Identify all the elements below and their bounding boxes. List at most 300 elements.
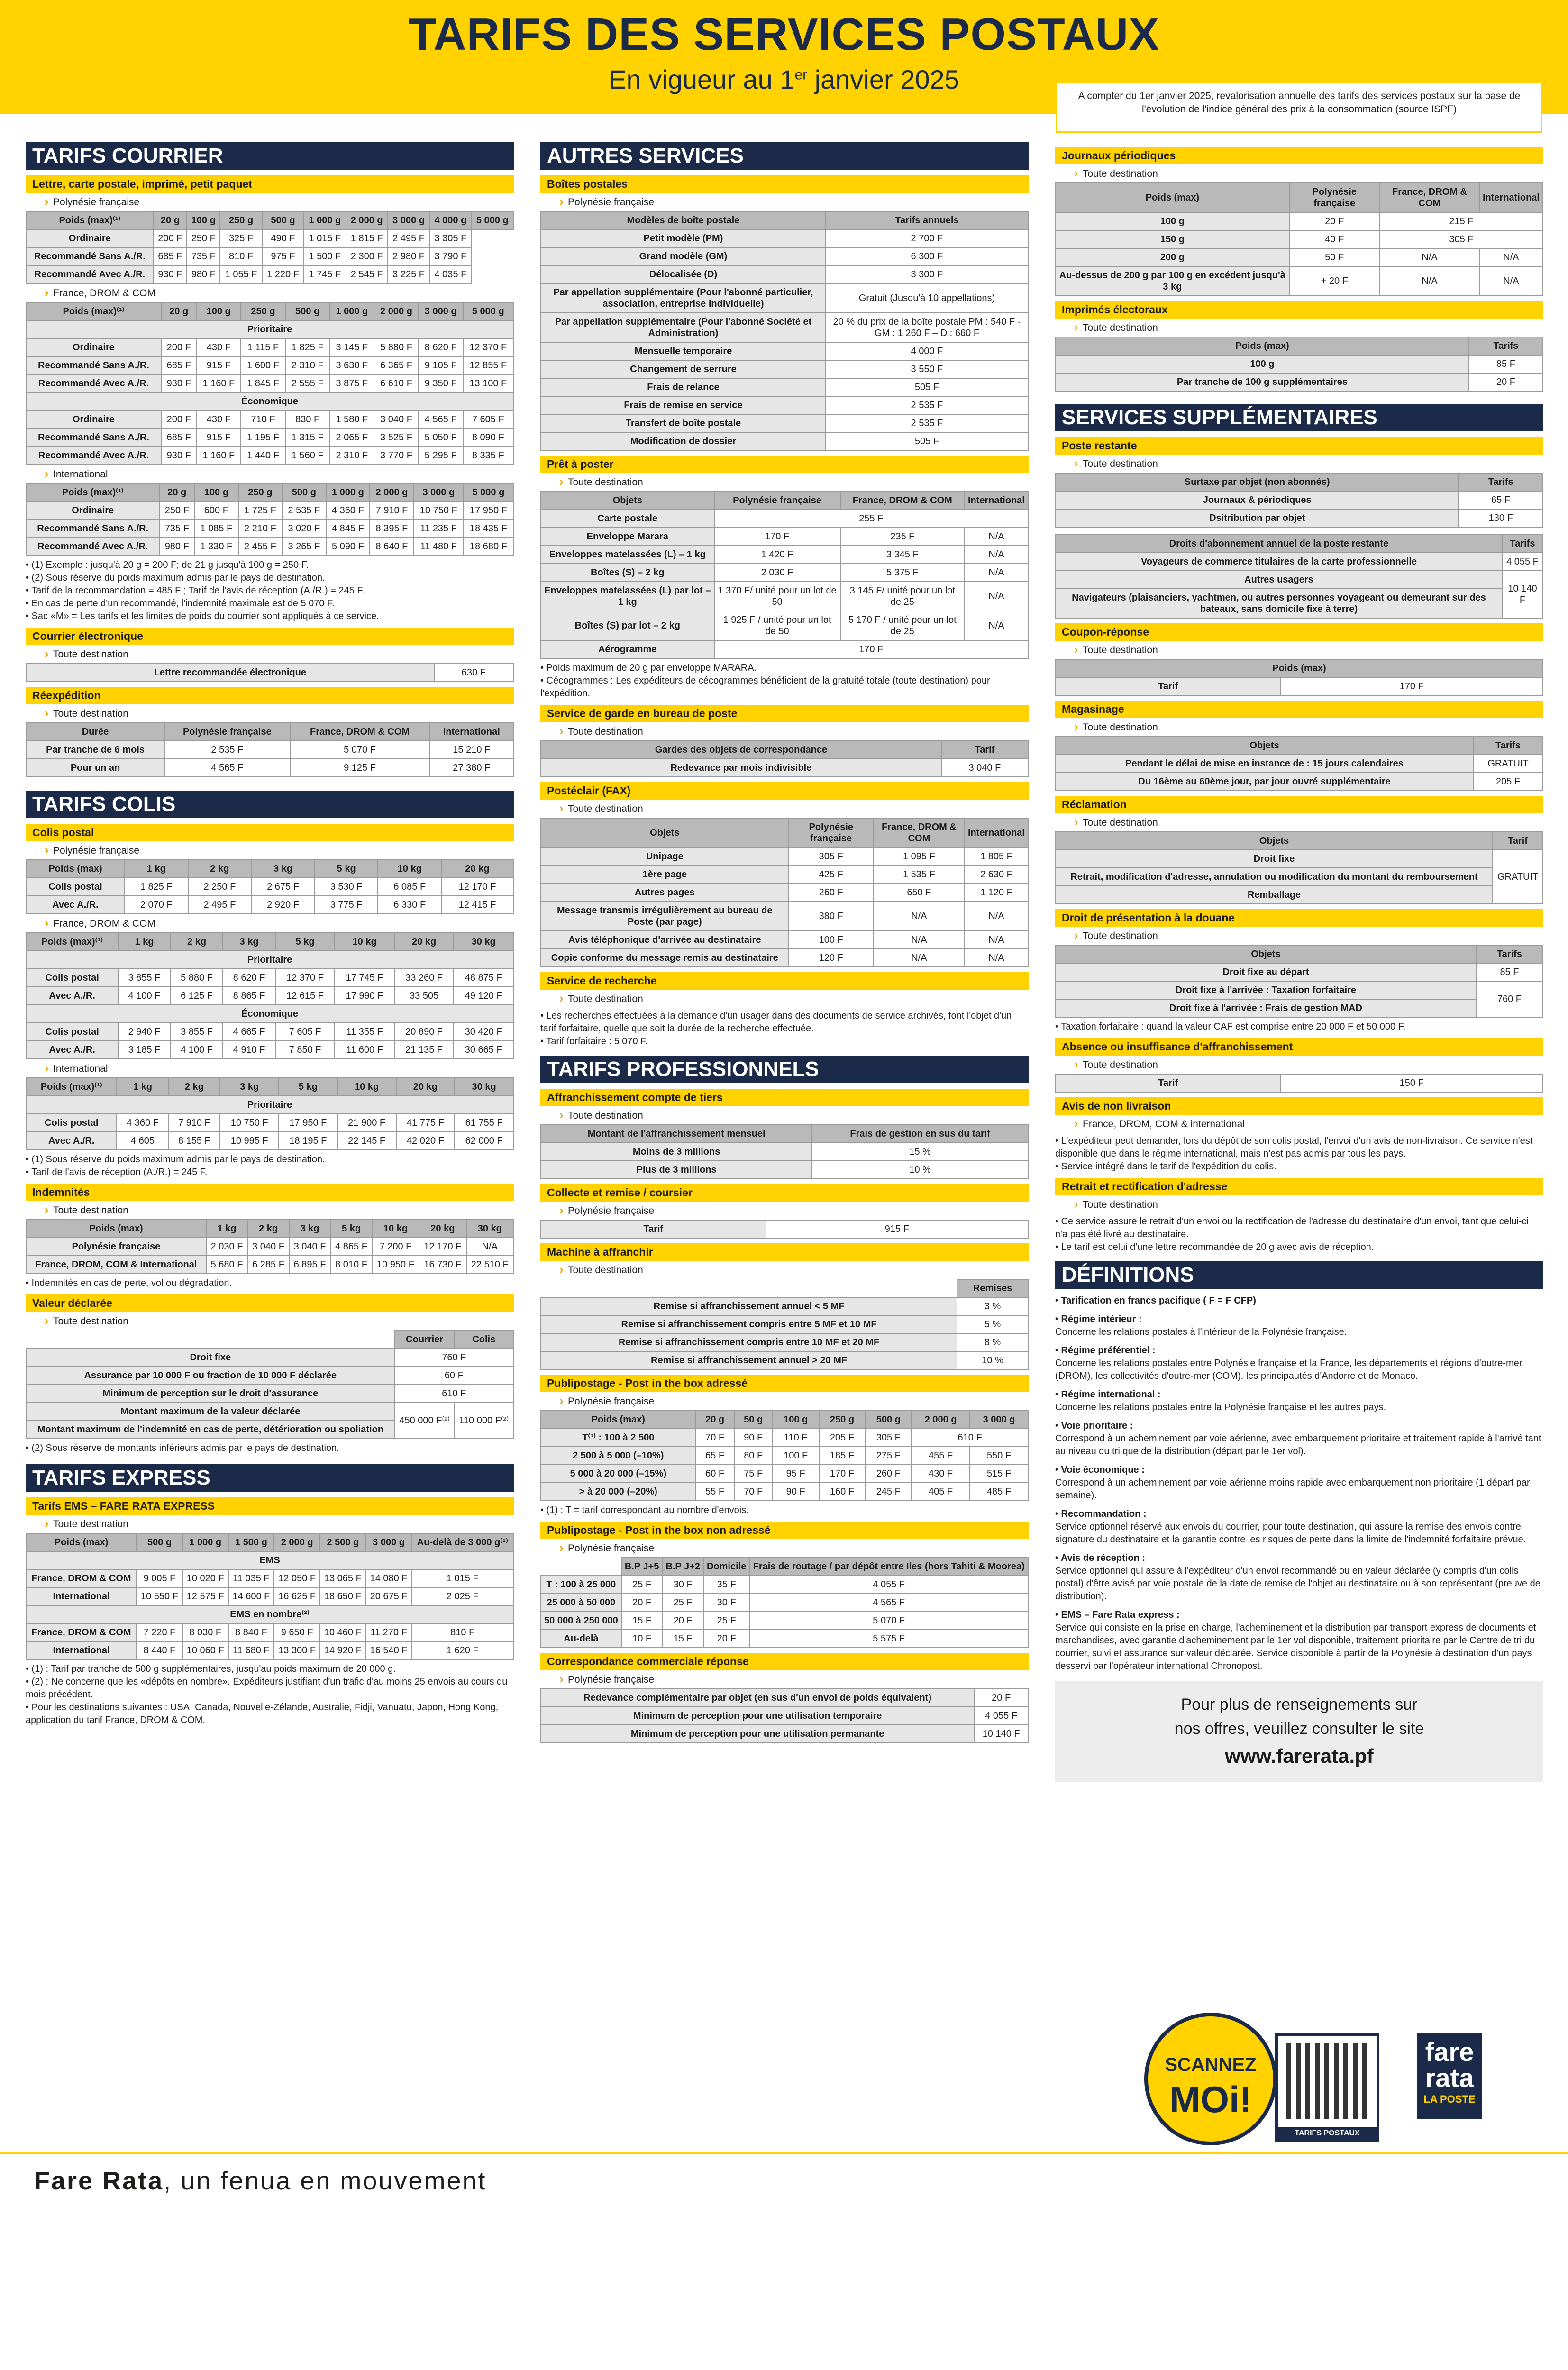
table-row	[541, 211, 1028, 229]
table-cell: 5 680 F	[206, 1256, 248, 1274]
table-cell: 11 355 F	[335, 1023, 394, 1041]
table-cell: 1 805 F	[965, 848, 1028, 866]
table-cell: 2 545 F	[346, 265, 388, 283]
table-header-cell: 100 g	[194, 483, 238, 501]
table-header-cell: Polynésie française	[789, 818, 874, 848]
table-cell: 6 895 F	[289, 1256, 331, 1274]
note-line: • (1) Sous réserve du poids maximum admis par le pays de destination.	[26, 1154, 325, 1165]
table-header-cell: Objets	[541, 492, 714, 510]
table-cell: Avec A./R.	[26, 896, 125, 914]
logo-text: LA POSTE	[1423, 2093, 1476, 2105]
table-cell: Tarif	[541, 1220, 766, 1238]
destination-label: › Toute destination	[1055, 1198, 1543, 1213]
tarif-table	[26, 302, 514, 465]
table-row	[541, 432, 1028, 450]
page-title: TARIFS DES SERVICES POSTAUX	[408, 9, 1160, 60]
table-header-cell: Frais de routage / par dépôt entre Iles (hors Tahiti & Moorea)	[749, 1558, 1028, 1576]
note-line: • Tarif forfaitaire : 5 070 F.	[540, 1036, 648, 1047]
table-cell: 12 415 F	[441, 896, 513, 914]
table-row	[1056, 945, 1543, 963]
table-cell: 11 035 F	[228, 1569, 274, 1587]
notes	[26, 1153, 514, 1179]
table-cell: 41 775 F	[396, 1114, 455, 1132]
table-cell: 49 120 F	[454, 987, 513, 1005]
table-cell: 10 %	[812, 1161, 1028, 1179]
table-cell: 3 550 F	[826, 360, 1028, 378]
table-cell: 10 060 F	[182, 1641, 228, 1659]
table-cell: GRATUIT	[1473, 755, 1543, 773]
table-row	[26, 1349, 513, 1367]
table-cell: Par tranche de 100 g supplémentaires	[1056, 373, 1469, 391]
table-cell: 13 300 F	[274, 1641, 320, 1659]
table-cell: Colis postal	[26, 878, 125, 896]
table-cell: Recommandé Sans A./R.	[26, 520, 159, 538]
table-cell: 25 F	[662, 1594, 703, 1612]
definition-term: • Voie économique :	[1055, 1465, 1145, 1475]
table-cell: 3 300 F	[826, 265, 1028, 283]
table-cell: Avec A./R.	[26, 1041, 118, 1059]
table-cell: 150 F	[1281, 1074, 1543, 1092]
table-row	[26, 392, 513, 410]
table-cell: 30 F	[703, 1594, 749, 1612]
table-row	[26, 759, 513, 777]
table-header-cell: International	[1479, 183, 1543, 212]
table-cell: Dsitribution par objet	[1056, 509, 1459, 527]
table-row	[541, 818, 1028, 848]
table-row	[541, 1220, 1028, 1238]
table-cell: 16 730 F	[419, 1256, 466, 1274]
table-cell: Minimum de perception pour une utilisation temporaire	[541, 1707, 974, 1725]
subsection-title: Magasinage	[1055, 701, 1543, 718]
table-cell: 4 055 F	[974, 1707, 1028, 1725]
table-cell: Copie conforme du message remis au destinataire	[541, 949, 789, 967]
table-row	[26, 951, 513, 969]
table-cell: 3 775 F	[315, 896, 378, 914]
table-cell: N/A	[965, 582, 1028, 611]
table-cell: 21 900 F	[337, 1114, 396, 1132]
table-cell: N/A	[1380, 248, 1479, 266]
table-cell: 8 010 F	[330, 1256, 372, 1274]
table-row	[541, 564, 1028, 582]
table-header-cell: 3 kg	[251, 860, 315, 878]
destination-label: › Polynésie française	[540, 1542, 1029, 1557]
table-cell: 9 650 F	[274, 1623, 320, 1641]
table-row	[26, 211, 513, 229]
table-cell: 15 210 F	[430, 741, 513, 759]
table-header-cell: Poids (max)	[26, 860, 125, 878]
table-cell: Changement de serrure	[541, 360, 826, 378]
table-cell: 7 910 F	[168, 1114, 220, 1132]
table-cell: 1 745 F	[304, 265, 346, 283]
table-cell: 20 % du prix de la boîte postale PM : 540 F - GM : 1 260 F – D : 660 F	[826, 313, 1028, 342]
tarif-table	[540, 211, 1029, 451]
table-header-cell: 250 g	[238, 483, 283, 501]
tarif-table	[1055, 659, 1543, 696]
table-header-cell: Objets	[1056, 832, 1493, 850]
table-cell: 12 615 F	[275, 987, 335, 1005]
note-line: • (1) : Tarif par tranche de 500 g supplémentaires, jusqu'au poids maximum de 20 000 g.	[26, 1664, 396, 1674]
table-header-cell: 250 g	[241, 302, 285, 320]
table-cell: 10 995 F	[220, 1132, 279, 1150]
table-header-cell: 3 000 g	[414, 483, 464, 501]
table-cell: 430 F	[197, 410, 241, 428]
table-row	[26, 1403, 513, 1421]
table-row	[26, 1114, 513, 1132]
table-row	[1056, 886, 1543, 904]
section-title: TARIFS COURRIER	[26, 142, 514, 170]
table-cell: 5 880 F	[171, 969, 223, 987]
subsection-title: Service de garde en bureau de poste	[540, 705, 1029, 722]
tarif-table	[26, 1077, 514, 1150]
table-cell: 8 %	[957, 1333, 1028, 1351]
table-cell: 15 %	[812, 1143, 1028, 1161]
table-cell: Au-dessus de 200 g par 100 g en excédent jusqu'à 3 kg	[1056, 266, 1289, 296]
table-row	[541, 1161, 1028, 1179]
table-cell: 10 140 F	[1502, 571, 1543, 618]
note-line: • Sac «M» = Les tarifs et les limites de poids du courrier sont appliqués à ce service.	[26, 611, 379, 621]
table-cell: 12 170 F	[419, 1238, 466, 1256]
note-line: • Tarif de l'avis de réception (A./R.) = 245 F.	[26, 1167, 208, 1177]
table-cell: 5 050 F	[419, 428, 463, 447]
table-cell: 48 875 F	[454, 969, 513, 987]
table-cell: 22 145 F	[337, 1132, 396, 1150]
table-cell: Minimum de perception pour une utilisation permanante	[541, 1725, 974, 1743]
table-cell: 425 F	[789, 866, 874, 884]
table-row	[541, 1576, 1028, 1594]
table-row	[541, 378, 1028, 396]
table-header-cell: 10 kg	[378, 860, 441, 878]
table-row	[1056, 571, 1543, 589]
definition-text: Correspond à un acheminement par voie aérienne, avec embarquement prioritaire et traitement rapide à l'arrivé tant au niveau du tri que de la distribution (départ par le 1er vol).	[1055, 1433, 1541, 1457]
table-cell: 4 865 F	[330, 1238, 372, 1256]
table-row	[541, 1558, 1028, 1576]
notes	[26, 559, 514, 623]
subsection-title: Journaux périodiques	[1055, 147, 1543, 164]
table-row	[26, 933, 513, 951]
table-header-cell: 20 g	[159, 483, 194, 501]
table-row	[26, 501, 513, 520]
table-row	[541, 582, 1028, 611]
destination-label: › Toute destination	[26, 707, 514, 722]
table-cell: 42 020 F	[396, 1132, 455, 1150]
destination-label: › France, DROM, COM & international	[1055, 1118, 1543, 1133]
table-cell: 250 F	[187, 229, 220, 247]
table-cell: 2 210 F	[238, 520, 283, 538]
table-cell: 8 840 F	[228, 1623, 274, 1641]
table-cell: 21 135 F	[394, 1041, 454, 1059]
table-header-cell: Polynésie française	[714, 492, 840, 510]
table-cell: 1 420 F	[714, 546, 840, 564]
destination-label: › International	[26, 1062, 514, 1077]
table-cell: 1 370 F/ unité pour un lot de 50	[714, 582, 840, 611]
table-cell: 975 F	[262, 247, 304, 265]
tarif-table	[540, 1688, 1029, 1743]
destination-label: › Polynésie française	[540, 196, 1029, 211]
table-cell: 1 330 F	[194, 538, 238, 556]
table-cell: 7 220 F	[137, 1623, 182, 1641]
table-cell: 2 065 F	[330, 428, 374, 447]
subsection-title: Lettre, carte postale, imprimé, petit paquet	[26, 175, 514, 193]
table-cell: 1 440 F	[241, 447, 285, 465]
table-row	[541, 1725, 1028, 1743]
tarif-table	[1055, 831, 1543, 904]
table-cell: Avis téléphonique d'arrivée au destinataire	[541, 931, 789, 949]
table-cell: 12 370 F	[463, 338, 513, 356]
tarif-table	[1055, 182, 1543, 296]
table-cell: 61 755 F	[455, 1114, 513, 1132]
table-cell: 160 F	[819, 1483, 866, 1501]
table-header-cell: 3 000 g	[970, 1411, 1028, 1429]
table-cell: Frais de relance	[541, 378, 826, 396]
destination-label: › France, DROM & COM	[26, 917, 514, 932]
table-header-cell: 10 kg	[335, 933, 394, 951]
table-row	[541, 611, 1028, 640]
table-cell: 10 %	[957, 1351, 1028, 1369]
table-cell: 380 F	[789, 902, 874, 931]
table-header-cell: Durée	[26, 723, 164, 741]
table-header-cell: 1 500 g	[228, 1533, 274, 1551]
table-cell: 11 235 F	[414, 520, 464, 538]
table-cell: 2 070 F	[125, 896, 188, 914]
definition-term: • Avis de réception :	[1055, 1553, 1146, 1563]
table-row	[541, 1707, 1028, 1725]
table-row	[541, 265, 1028, 283]
subsection-title: Boîtes postales	[540, 175, 1029, 193]
table-row	[26, 410, 513, 428]
destination-label: › Toute destination	[1055, 321, 1543, 337]
subsection-title: Réclamation	[1055, 796, 1543, 813]
table-header-cell: 100 g	[773, 1411, 819, 1429]
table-cell: Recommandé Avec A./R.	[26, 447, 161, 465]
section-title: DÉFINITIONS	[1055, 1261, 1543, 1289]
table-cell: 930 F	[154, 265, 187, 283]
table-cell: 980 F	[187, 265, 220, 283]
table-row	[26, 1605, 513, 1623]
table-header-cell: Poids (max)⁽¹⁾	[26, 483, 159, 501]
table-cell: Enveloppes matelassées (L) par lot – 1 kg	[541, 582, 714, 611]
table-header-cell: 30 kg	[454, 933, 513, 951]
table-cell: 245 F	[865, 1483, 912, 1501]
table-cell: Économique	[26, 392, 513, 410]
table-cell: Au-delà	[541, 1630, 621, 1648]
table-cell: Recommandé Avec A./R.	[26, 538, 159, 556]
table-row	[541, 741, 1028, 759]
table-cell: 3 %	[957, 1297, 1028, 1315]
table-header-cell: Poids (max)	[1056, 337, 1469, 355]
table-row	[1056, 832, 1543, 850]
table-header-cell: 20 kg	[394, 933, 454, 951]
table-cell: 110 000 F⁽²⁾	[455, 1403, 513, 1439]
table-header-cell: 2 000 g	[374, 302, 419, 320]
table-cell: Moins de 3 millions	[541, 1143, 812, 1161]
table-header-cell: 1 kg	[118, 933, 171, 951]
table-cell: 3 040 F	[247, 1238, 289, 1256]
table-cell: 255 F	[714, 510, 1028, 528]
table-header-cell: Poids (max)	[1056, 183, 1289, 212]
table-cell: 5 880 F	[374, 338, 419, 356]
table-cell: 55 F	[696, 1483, 734, 1501]
table-header-cell: Polynésie française	[1289, 183, 1380, 212]
notes: • (1) : T = tarif correspondant au nombre d'envois.	[540, 1505, 749, 1515]
note-line: • Le tarif est celui d'une lettre recommandée de 20 g avec avis de réception.	[1055, 1242, 1374, 1252]
table-cell: 9 005 F	[137, 1569, 182, 1587]
table-cell: T⁽¹⁾ : 100 à 2 500	[541, 1429, 696, 1447]
table-header-cell: 1 kg	[206, 1220, 248, 1238]
table-cell: 685 F	[154, 247, 187, 265]
table-cell: 3 855 F	[118, 969, 171, 987]
table-cell	[541, 1558, 621, 1576]
notes	[540, 1010, 1029, 1048]
table-header-cell: B.P J+2	[662, 1558, 703, 1576]
table-cell: 3 855 F	[171, 1023, 223, 1041]
table-row	[1056, 981, 1543, 999]
table-cell: 10 460 F	[320, 1623, 366, 1641]
table-cell: 8 090 F	[463, 428, 513, 447]
table-cell: 5 375 F	[840, 564, 965, 582]
tarif-table	[26, 483, 514, 556]
table-cell: Remballage	[1056, 886, 1493, 904]
table-cell: 14 920 F	[320, 1641, 366, 1659]
table-cell: 4 565 F	[419, 410, 463, 428]
table-cell: 25 F	[621, 1576, 663, 1594]
table-cell: 35 F	[703, 1576, 749, 1594]
table-cell: 8 640 F	[370, 538, 414, 556]
table-cell: 8 335 F	[463, 447, 513, 465]
table-header-cell: 3 000 g	[388, 211, 429, 229]
table-cell: 150 g	[1056, 230, 1289, 248]
table-cell: N/A	[965, 546, 1028, 564]
table-cell: Ordinaire	[26, 338, 161, 356]
table-cell: 100 g	[1056, 355, 1469, 373]
table-row	[26, 1641, 513, 1659]
table-cell: Montant maximum de la valeur déclarée	[26, 1403, 395, 1421]
table-cell: 8 395 F	[370, 520, 414, 538]
table-cell: N/A	[466, 1238, 513, 1256]
table-header-cell: 20 g	[696, 1411, 734, 1429]
table-cell: 1 815 F	[346, 229, 388, 247]
table-cell: 2 495 F	[388, 229, 429, 247]
table-cell: Remise si affranchissement compris entre 10 MF et 20 MF	[541, 1333, 957, 1351]
table-header-cell: 20 kg	[441, 860, 513, 878]
definition-term: • EMS – Fare Rata express :	[1055, 1610, 1180, 1620]
table-cell: 14 080 F	[366, 1569, 412, 1587]
table-row	[541, 1333, 1028, 1351]
table-cell: Prioritaire	[26, 951, 513, 969]
subsection-title: Imprimés électoraux	[1055, 301, 1543, 319]
table-row	[541, 1143, 1028, 1161]
table-cell: 980 F	[159, 538, 194, 556]
table-cell: 110 F	[773, 1429, 819, 1447]
table-row	[26, 896, 513, 914]
table-cell: Carte postale	[541, 510, 714, 528]
table-cell: 80 F	[734, 1447, 773, 1465]
table-cell: Économique	[26, 1005, 513, 1023]
table-cell: Polynésie française	[26, 1238, 206, 1256]
table-header-cell: 500 g	[137, 1533, 182, 1551]
table-cell: Droit fixe au départ	[1056, 963, 1476, 981]
table-cell: 7 200 F	[372, 1238, 419, 1256]
table-header-cell: 500 g	[285, 302, 330, 320]
table-row	[26, 483, 513, 501]
table-cell: Prioritaire	[26, 1096, 513, 1114]
table-header-cell: 5 kg	[315, 860, 378, 878]
table-cell: 4 100 F	[118, 987, 171, 1005]
notes	[1055, 1135, 1543, 1173]
notes: • (2) Sous réserve de montants inférieurs admis par le pays de destination.	[26, 1443, 339, 1453]
table-header-cell: Montant de l'affranchissement mensuel	[541, 1125, 812, 1143]
table-cell: 2 675 F	[251, 878, 315, 896]
qr-code[interactable]	[1275, 2033, 1379, 2142]
footer-line	[0, 2152, 1568, 2154]
table-cell: 760 F	[395, 1349, 513, 1367]
table-cell: N/A	[965, 949, 1028, 967]
table-row	[26, 1331, 513, 1349]
table-cell: 930 F	[161, 447, 197, 465]
table-row	[26, 1385, 513, 1403]
table-cell: 10 750 F	[220, 1114, 279, 1132]
table-cell: 17 990 F	[335, 987, 394, 1005]
note-line: • Ce service assure le retrait d'un envoi ou la rectification de l'adresse du destinataire d'un envoi, tant que celui-ci n'a pas été livré au destinataire.	[1055, 1216, 1529, 1240]
table-row	[541, 360, 1028, 378]
table-cell: 735 F	[159, 520, 194, 538]
subsection-title: Retrait et rectification d'adresse	[1055, 1178, 1543, 1195]
table-cell: 200 g	[1056, 248, 1289, 266]
destination-label: › Toute destination	[540, 476, 1029, 491]
table-row	[541, 510, 1028, 528]
table-cell: 30 F	[662, 1576, 703, 1594]
table-cell: 3 305 F	[429, 229, 471, 247]
table-cell: 1 580 F	[330, 410, 374, 428]
table-cell: 5 170 F / unité pour un lot de 25	[840, 611, 965, 640]
table-header-cell: 2 kg	[168, 1078, 220, 1096]
website-link[interactable]: www.farerata.pf	[1225, 1745, 1374, 1767]
table-header-cell: 50 g	[734, 1411, 773, 1429]
table-cell: Modification de dossier	[541, 432, 826, 450]
destination-label: › Toute destination	[540, 802, 1029, 818]
table-row	[541, 414, 1028, 432]
table-cell: N/A	[874, 949, 965, 967]
table-cell: 8 620 F	[223, 969, 275, 987]
table-cell: 7 910 F	[370, 501, 414, 520]
page-subtitle: En vigueur au 1er janvier 2025	[609, 64, 959, 94]
destination-label: › Toute destination	[540, 1109, 1029, 1124]
section-title: TARIFS COLIS	[26, 791, 514, 818]
table-cell: France, DROM & COM	[26, 1569, 137, 1587]
table-cell: 9 105 F	[419, 356, 463, 374]
table-cell: 5 070 F	[749, 1612, 1028, 1630]
table-row	[541, 546, 1028, 564]
table-row	[26, 1533, 513, 1551]
tarif-table	[26, 1330, 514, 1439]
table-cell: Frais de remise en service	[541, 396, 826, 414]
table-cell: GRATUIT	[1493, 850, 1543, 904]
note-line: • L'expéditeur peut demander, lors du dépôt de son colis postal, l'envoi d'un avis de non-livraison. Ce service n'est disponible que dans le régime international, mais n'est pas admis par tous les pays.	[1055, 1136, 1533, 1159]
table-cell: Aérogramme	[541, 640, 714, 658]
table-cell: 130 F	[1459, 509, 1543, 527]
table-cell: 1 600 F	[241, 356, 285, 374]
table-row	[26, 356, 513, 374]
table-cell: 2 455 F	[238, 538, 283, 556]
table-cell: 915 F	[197, 356, 241, 374]
subsection-title: Affranchissement compte de tiers	[540, 1089, 1029, 1106]
table-row	[1056, 850, 1543, 868]
table-cell: 2 535 F	[826, 396, 1028, 414]
table-header-cell: Surtaxe par objet (non abonnés)	[1056, 473, 1459, 491]
table-cell: 3 185 F	[118, 1041, 171, 1059]
table-cell: 2 310 F	[285, 356, 330, 374]
slogan: Fare Rata, un fenua en mouvement	[34, 2167, 487, 2195]
table-header-cell: International	[430, 723, 513, 741]
